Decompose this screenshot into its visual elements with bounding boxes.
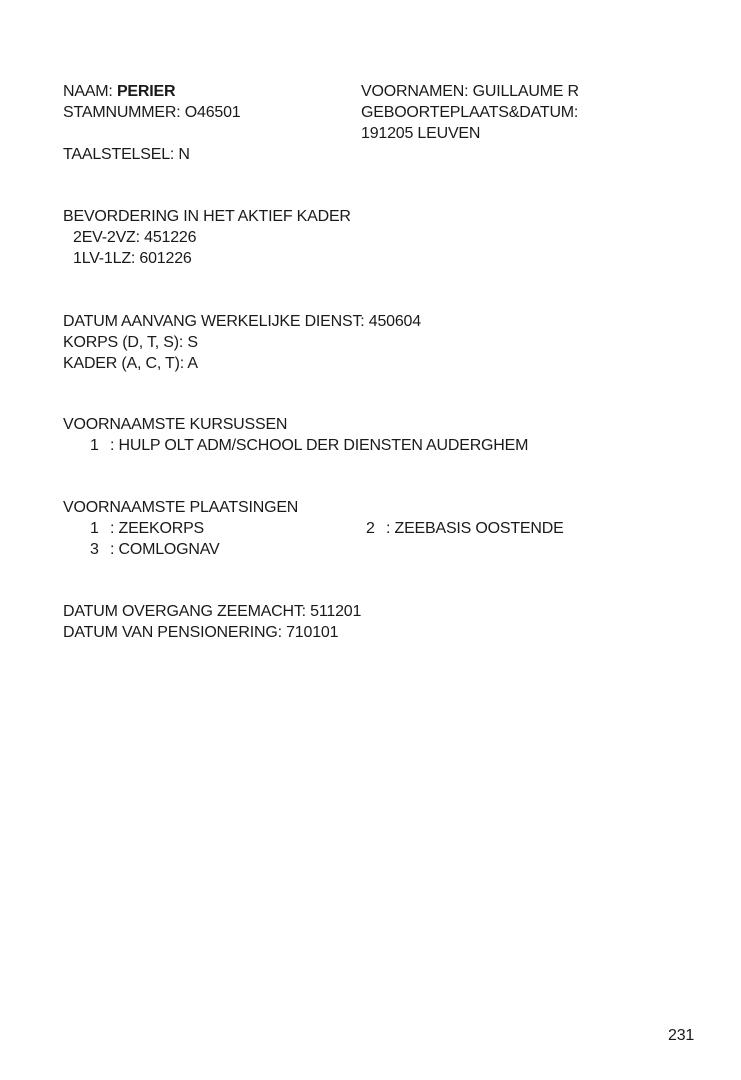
kursussen-title: VOORNAAMSTE KURSUSSEN	[63, 416, 288, 433]
taalstelsel-value: N	[178, 146, 190, 163]
bevordering-title: BEVORDERING IN HET AKTIEF KADER	[63, 208, 351, 225]
naam-line	[63, 81, 175, 102]
geboorte-value: 191205 LEUVEN	[361, 125, 481, 142]
bevordering-rank: 1LV-1LZ:	[73, 250, 136, 267]
aanvang-line	[63, 311, 421, 332]
kader-line	[63, 353, 198, 374]
bevordering-rank: 2EV-2VZ:	[73, 229, 140, 246]
voornamen-label: VOORNAMEN:	[361, 83, 469, 100]
bevordering-date: 451226	[144, 229, 197, 246]
korps-value: S	[187, 334, 198, 351]
overgang-line	[63, 601, 361, 622]
korps-line	[63, 332, 198, 353]
taalstelsel-label: TAALSTELSEL:	[63, 146, 175, 163]
kader-value: A	[187, 355, 198, 372]
naam-label: NAAM:	[63, 83, 113, 100]
kursus-number: 1	[90, 437, 99, 454]
plaatsing-number: 2	[366, 520, 375, 537]
aanvang-label: DATUM AANVANG WERKELIJKE DIENST:	[63, 313, 365, 330]
plaatsing-text: : COMLOGNAV	[110, 541, 220, 558]
plaatsing-text: : ZEEBASIS OOSTENDE	[386, 520, 564, 537]
aanvang-value: 450604	[368, 313, 421, 330]
plaatsing-item	[90, 518, 204, 539]
plaatsingen-title: VOORNAAMSTE PLAATSINGEN	[63, 499, 299, 516]
pensioen-label: DATUM VAN PENSIONERING:	[63, 624, 282, 641]
bevordering-item	[73, 227, 196, 248]
plaatsing-number: 3	[90, 541, 99, 558]
voornamen-value: GUILLAUME R	[472, 83, 579, 100]
plaatsing-item	[90, 539, 220, 560]
pensioen-value: 710101	[286, 624, 339, 641]
taalstelsel-line	[63, 144, 190, 165]
page-number: 231	[668, 1027, 695, 1044]
kursus-item	[90, 435, 528, 456]
pensioen-line	[63, 622, 338, 643]
korps-label: KORPS (D, T, S):	[63, 334, 184, 351]
bevordering-item	[73, 248, 192, 269]
plaatsing-item	[366, 518, 564, 539]
stamnummer-line	[63, 102, 241, 123]
geboorte-label: GEBOORTEPLAATS&DATUM:	[361, 104, 579, 121]
kader-label: KADER (A, C, T):	[63, 355, 184, 372]
voornamen-line	[361, 81, 579, 102]
stamnummer-value: O46501	[184, 104, 241, 121]
bevordering-date: 601226	[139, 250, 192, 267]
plaatsing-number: 1	[90, 520, 99, 537]
stamnummer-label: STAMNUMMER:	[63, 104, 181, 121]
kursus-text: : HULP OLT ADM/SCHOOL DER DIENSTEN AUDERGHEM	[110, 437, 529, 454]
naam-value: PERIER	[116, 83, 176, 100]
plaatsing-text: : ZEEKORPS	[110, 520, 205, 537]
overgang-label: DATUM OVERGANG ZEEMACHT:	[63, 603, 306, 620]
overgang-value: 511201	[310, 603, 362, 620]
